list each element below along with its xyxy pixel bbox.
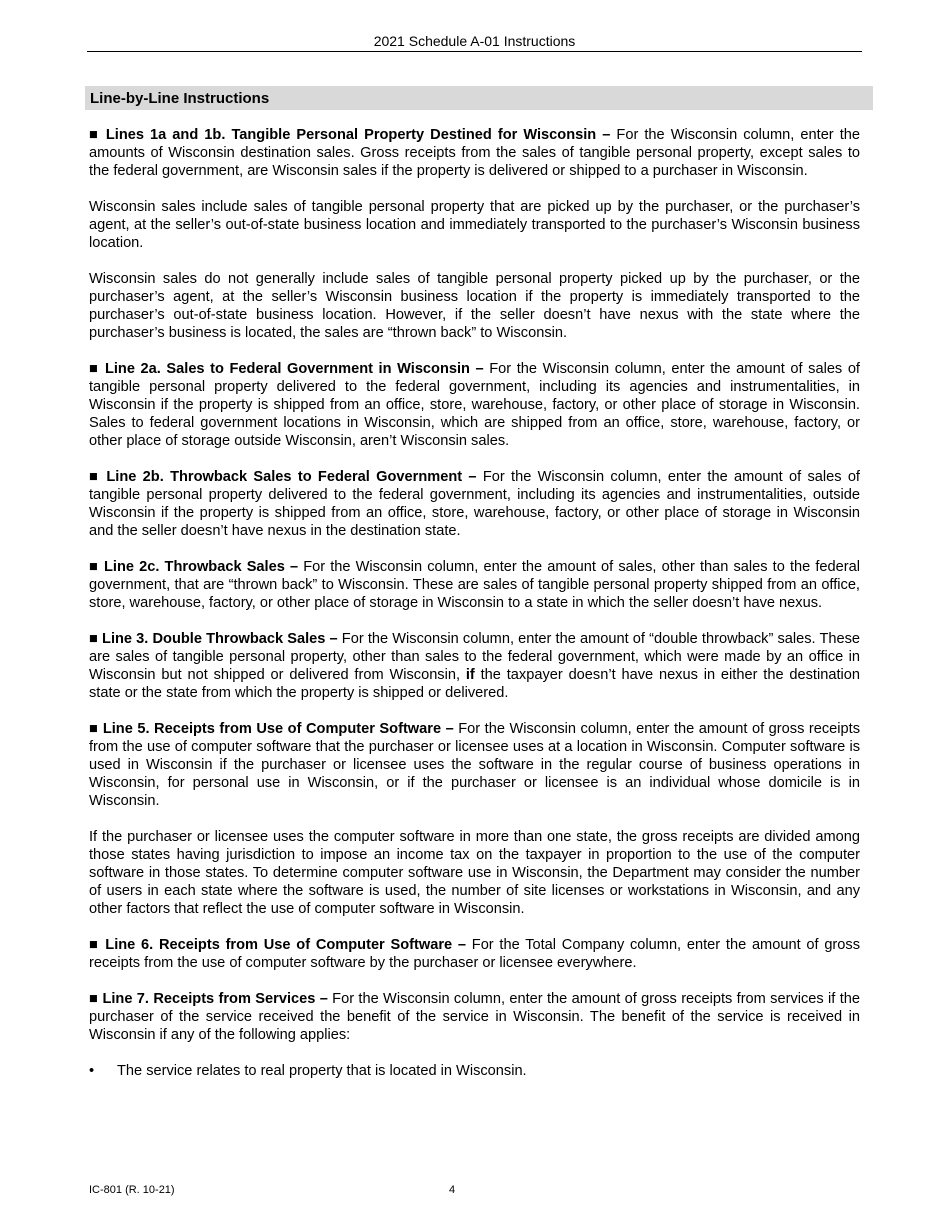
- paragraph-lead: ■ Line 5. Receipts from Use of Computer Software –: [89, 721, 454, 737]
- paragraph-text-tail: the taxpayer doesn’t have nexus in either the destination state or the state from which the property is shipped or delivered.: [89, 667, 860, 701]
- paragraph-wisconsin-sales-include: [89, 198, 860, 252]
- bullet-text: The service relates to real property that is located in Wisconsin.: [117, 1063, 527, 1079]
- section-heading-bar: [85, 86, 873, 110]
- paragraph-text: For the Wisconsin column, enter the amount of sales of tangible personal property delivered to the federal government, including its agencies and instrumentalities, outside Wisconsin if the property is shipped from an office, store, warehouse, factory, or other place of storage in Wisconsin and the seller doesn’t have nexus in the destination state.: [89, 469, 860, 539]
- paragraph-text: For the Wisconsin column, enter the amount of “double throwback” sales. These are sales of tangible personal property, other than sales to the federal government, which were made by an office in Wisconsin but not shipped or delivered from Wisconsin,: [89, 631, 861, 683]
- paragraph-lead: ■ Line 2a. Sales to Federal Government in Wisconsin –: [89, 361, 484, 377]
- paragraph-wisconsin-sales-exclude: [89, 270, 860, 342]
- paragraph-text: For the Wisconsin column, enter the amount of sales of tangible personal property delivered to the federal government, including its agencies and instrumentalities, in Wisconsin if the property is shipped from an office, store, warehouse, factory, or other place of storage in Wisconsin. Sales to federal government locations in Wisconsin, which are shipped from an office, store, warehouse, factory, or other place of storage outside Wisconsin, aren’t Wisconsin sales.: [89, 361, 860, 449]
- paragraph-line-7: [89, 990, 860, 1044]
- paragraph-emphasis: if: [465, 667, 475, 683]
- paragraph-lead: ■ Line 2b. Throwback Sales to Federal Government –: [89, 469, 477, 485]
- paragraph-text: For the Total Company column, enter the amount of gross receipts from the use of computer software by the purchaser or licensee everywhere.: [89, 937, 860, 971]
- bullet-list-item: [89, 1062, 860, 1080]
- paragraph-lead: ■ Line 2c. Throwback Sales –: [89, 559, 299, 575]
- bullet-icon: •: [89, 1063, 95, 1079]
- section-title: Line-by-Line Instructions: [90, 90, 270, 107]
- paragraph-text: Wisconsin sales include sales of tangible personal property that are picked up by the purchaser, or the purchaser’s agent, at the seller’s out-of-state business location and immediately transported to the purchaser’s Wisconsin business location.: [89, 199, 860, 251]
- footer-page-number: 4: [449, 1184, 456, 1196]
- paragraph-line-2b: [89, 468, 860, 540]
- paragraph-lines-1a-1b: [89, 126, 860, 180]
- paragraph-software-multistate: [89, 828, 860, 918]
- paragraph-lead: ■ Line 6. Receipts from Use of Computer Software –: [89, 937, 467, 953]
- paragraph-text: For the Wisconsin column, enter the amount of gross receipts from the use of computer software that the purchaser or licensee uses at a location in Wisconsin. Computer software is used in Wisconsin if the purchaser or licensee uses the software in the regular course of business operations in Wisconsin, for personal use in Wisconsin, or if the purchaser or licensee is an individual whose domicile is in Wisconsin.: [89, 721, 860, 809]
- page-header-title: 2021 Schedule A-01 Instructions: [373, 33, 576, 49]
- paragraph-lead: ■ Lines 1a and 1b. Tangible Personal Property Destined for Wisconsin –: [89, 127, 611, 143]
- paragraph-lead: ■ Line 7. Receipts from Services –: [89, 991, 328, 1007]
- instructions-body: [89, 126, 860, 1080]
- paragraph-lead: ■ Line 3. Double Throwback Sales –: [89, 631, 338, 647]
- paragraph-line-5: [89, 720, 860, 810]
- footer-form-id: IC-801 (R. 10-21): [89, 1184, 175, 1196]
- paragraph-line-2c: [89, 558, 860, 612]
- paragraph-text: Wisconsin sales do not generally include sales of tangible personal property picked up by the purchaser, or the purchaser’s agent, at the seller’s Wisconsin business location if the property is immediately transported to the purchaser’s out-of-state business location. However, if the seller doesn’t have nexus with the state where the purchaser’s business is located, the sales are “thrown back” to Wisconsin.: [89, 271, 860, 341]
- paragraph-line-3: [89, 630, 860, 702]
- paragraph-line-2a: [89, 360, 860, 450]
- paragraph-text: For the Wisconsin column, enter the amount of sales, other than sales to the federal government, that are “thrown back” to Wisconsin. These are sales of tangible personal property shipped from an office, store, warehouse, factory, or other place of storage in Wisconsin to a state in which the seller doesn’t have nexus.: [89, 559, 861, 611]
- header-rule: [87, 51, 862, 52]
- paragraph-text: For the Wisconsin column, enter the amount of gross receipts from services if the purchaser of the service received the benefit of the service in Wisconsin. The benefit of the service is received in Wisconsin if any of the following applies:: [89, 991, 860, 1043]
- paragraph-text: For the Wisconsin column, enter the amounts of Wisconsin destination sales. Gross receipts from the sales of tangible personal property, except sales to the federal government, are Wisconsin sales if the property is delivered or shipped to a purchaser in Wisconsin.: [89, 127, 861, 179]
- paragraph-text: If the purchaser or licensee uses the computer software in more than one state, the gross receipts are divided among those states having jurisdiction to impose an income tax on the taxpayer in proportion to the use of the computer software in those states. To determine computer software use in Wisconsin, the Department may consider the number of users in each state where the software is used, the number of site licenses or workstations in Wisconsin, and any other factors that reflect the use of computer software in Wisconsin.: [89, 829, 860, 917]
- paragraph-line-6: [89, 936, 860, 972]
